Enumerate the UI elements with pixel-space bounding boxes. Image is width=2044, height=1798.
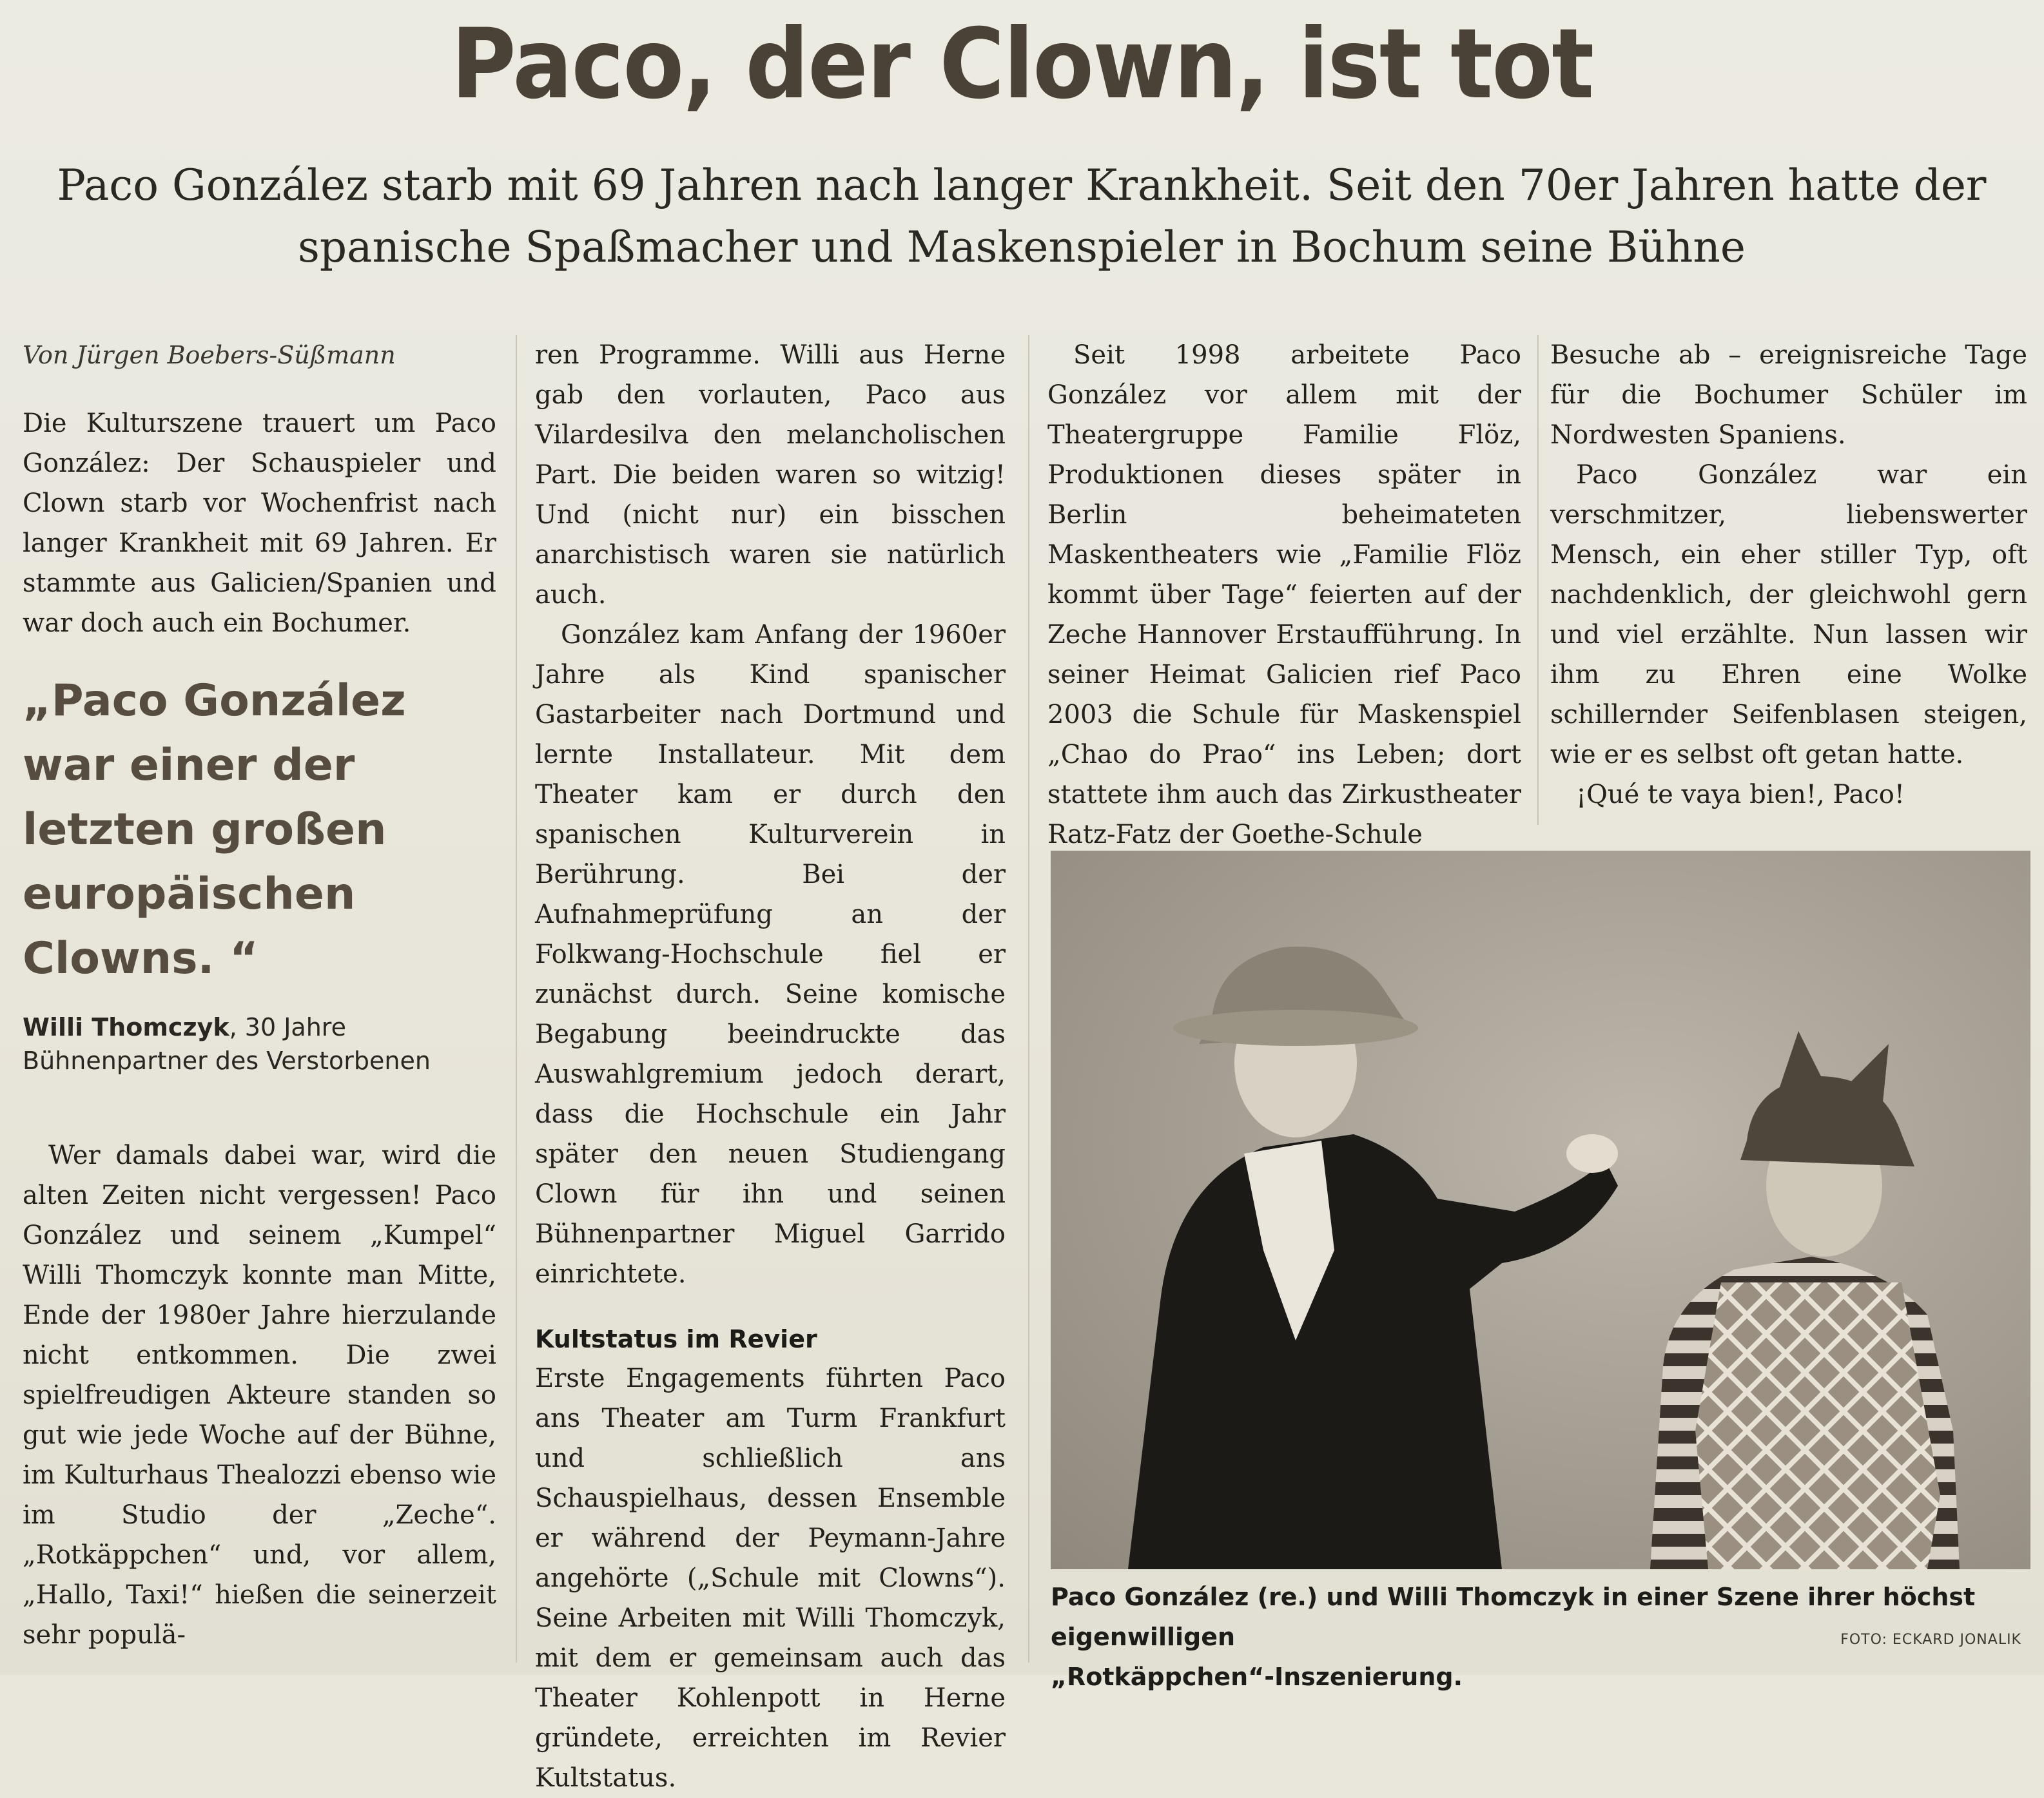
column-2-paragraph-2: González kam Anfang der 1960er Jahre als Kind spanischer Gastarbeiter nach Dortmund und lernte Installateur. Mit dem Theater kam er durch den spanischen Kulturverein in Berührung. Bei der Aufnahmeprüfung an der Folkwang-Hochschule fiel er zunächst durch. Seine komische Begabung beeindruckte das Auswahlgremium jedoch derart, dass die Hochschule ein Jahr später den neuen Studiengang Clown für ihn und seinen Bühnenpartner Miguel Garrido einrichtete.	[535, 620, 1006, 1289]
column-divider	[1537, 335, 1539, 825]
column-4	[1550, 335, 2027, 815]
byline: Von Jürgen Boebers-Süßmann	[23, 341, 396, 369]
headline: Paco, der Clown, ist tot	[451, 8, 1593, 121]
section-subtitle: Kultstatus im Revier	[535, 1325, 817, 1353]
caption-line-2: „Rotkäppchen“-Inszenierung.	[1051, 1663, 1463, 1691]
column-1-paragraph: Wer damals dabei war, wird die alten Zeiten nicht vergessen! Paco González und seinem „Kumpel“ Willi Thomczyk konnte man Mitte, Ende der 1980er Jahre hierzulande nicht entkommen. Die zwei spielfreudigen Akteure standen so gut wie jede Woche auf der Bühne, im Kulturhaus Thealozzi ebenso wie im Studio der „Zeche“. „Rotkäppchen“ und, vor allem, „Hallo, Taxi!“ hießen die seinerzeit sehr populä-	[23, 1141, 496, 1650]
column-divider	[1028, 335, 1029, 1663]
column-2-paragraph-1: ren Programme. Willi aus Herne gab den vorlauten, Paco aus Vilardesilva den melancholischen Part. Die beiden waren so witzig! Und (nicht nur) ein bisschen anarchistisch waren sie natürlich auch.	[535, 340, 1006, 610]
quote-attribution	[23, 1010, 496, 1078]
caption-line-1: Paco González (re.) und Willi Thomczyk in einer Szene ihrer höchst eigenwilligen	[1051, 1583, 1976, 1651]
article-photo	[1051, 851, 2030, 1569]
column-2-paragraph-3: Erste Engagements führten Paco ans Theater am Turm Frankfurt und schließlich ans Schauspielhaus, dessen Ensemble er während der Peymann-Jahre angehörte („Schule mit Clowns“). Seine Arbeiten mit Willi Thomczyk, mit dem er gemeinsam auch das Theater Kohlenpott in Herne gründete, erreichten im Revier Kultstatus.	[535, 1364, 1006, 1793]
subheadline: Paco González starb mit 69 Jahren nach langer Krankheit. Seit den 70er Jahren hatte der spanische Spaßmacher und Maskenspieler in Bochum seine Bühne	[57, 160, 1987, 272]
column-3	[1047, 335, 1521, 855]
quote-role: , 30 Jahre Bühnenpartner des Verstorbenen	[23, 1013, 431, 1075]
intro-paragraph: Die Kulturszene trauert um Paco González: Der Schauspieler und Clown starb vor Wochenfrist nach langer Krankheit mit 69 Jahren. Er stammte aus Galicien/Spanien und war doch auch ein Bochumer.	[23, 409, 496, 638]
quote-author: Willi Thomczyk	[23, 1013, 229, 1041]
photo-credit: FOTO: ECKARD JONALIK	[1840, 1632, 2021, 1648]
column-divider	[516, 335, 517, 1663]
pull-quote: „Paco González war einer der letzten großen europäischen Clowns. “	[23, 675, 406, 984]
column-4-paragraph-2: Paco González war ein verschmitzer, liebenswerter Mensch, ein eher stiller Typ, oft nachdenklich, der gleichwohl gern und viel erzählte. Nun lassen wir ihm zu Ehren eine Wolke schillernder Seifenblasen steigen, wie er es selbst oft getan hatte.	[1550, 460, 2027, 769]
column-1	[23, 335, 496, 1655]
column-3-paragraph: Seit 1998 arbeitete Paco González vor allem mit der Theatergruppe Familie Flöz, Produktionen dieses später in Berlin beheimateten Maskentheaters wie „Familie Flöz kommt über Tage“ feierten auf der Zeche Hannover Erstaufführung. In seiner Heimat Galicien rief Paco 2003 die Schule für Maskenspiel „Chao do Prao“ ins Leben; dort stattete ihm auch das Zirkustheater Ratz-Fatz der Goethe-Schule	[1047, 340, 1521, 849]
column-2	[535, 335, 1006, 1798]
clowns-photo-illustration	[1051, 851, 2030, 1569]
column-4-closing: ¡Qué te vaya bien!, Paco!	[1576, 780, 1905, 809]
column-4-paragraph-1: Besuche ab – ereignisreiche Tage für die Bochumer Schüler im Nordwesten Spaniens.	[1550, 340, 2027, 450]
